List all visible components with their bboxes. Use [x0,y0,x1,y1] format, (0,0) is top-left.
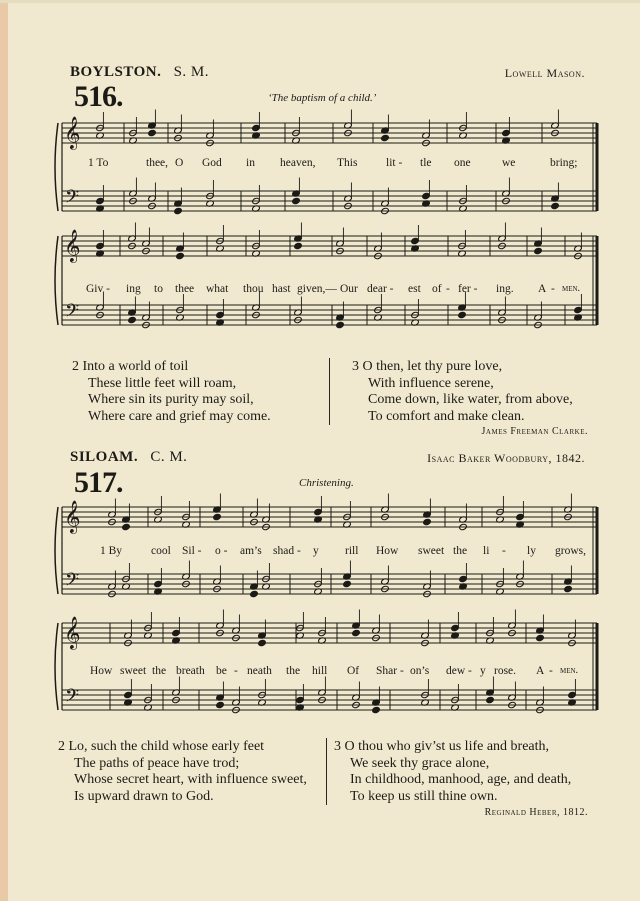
lyric-syllable: est [408,283,421,295]
brace [55,236,58,325]
brace [55,507,58,594]
verse-line: 2 Into a world of toil [72,359,189,374]
lyric-syllable: A [538,283,547,295]
verse-line: 2 Lo, such the child whose early feet [58,739,265,754]
verse-line: Whose secret heart, with influence sweet, [74,772,307,787]
lyric-syllable: - [446,283,450,295]
lyric-syllable: men. [560,665,579,676]
verse-line: Is upward drawn to God. [74,788,214,804]
lyric-syllable: - [468,665,472,677]
verse-line: In childhood, manhood, age, and death, [350,772,572,787]
lyric-syllable: rill [345,545,359,557]
meter: S. M. [173,64,210,80]
verse-line: 3 O then, let thy pure love, [352,359,503,374]
lyric-syllable: li [483,545,490,557]
lyric-syllable: - [400,665,404,677]
lyric-syllable: lit - [386,157,403,169]
treble-notehead [176,252,185,259]
bass-notehead [551,202,560,209]
treble-notehead [534,247,543,254]
treble-notehead [352,629,361,636]
verse-line: Come down, like water, from above, [368,392,573,407]
lyric-syllable: 1 To [88,157,109,169]
bass-notehead [336,321,345,328]
lyric-syllable: thee [175,283,195,295]
verse-line: To keep us still thine own. [350,788,498,804]
treble-notehead [148,129,157,136]
bass-notehead [564,585,573,592]
lyric-syllable: rose. [494,665,517,677]
lyric-syllable: y [313,545,319,557]
lyric-syllable: ing [126,283,141,295]
verse-line: With influence serene, [368,375,494,391]
lyric-syllable: - [234,665,238,677]
hymn-517-occasion: Christening. [299,477,354,489]
lyric-syllable: the [453,545,468,557]
verse-line: We seek thy grace alone, [350,755,490,771]
hymn-517-verse-3 [334,739,571,805]
lyric-syllable: to [154,283,163,295]
verse-line: These little feet will roam, [88,375,237,391]
brace [55,123,58,211]
hymn-517-composer: Isaac Baker Woodbury, 1842. [427,451,585,465]
lyric-syllable: ing. [496,283,514,295]
hymn-516-author: James Freeman Clarke. [481,426,588,437]
hymn-517-title [70,449,187,466]
lyric-syllable: God [202,157,222,169]
lyric-syllable: thee, [146,157,169,169]
lyric-syllable: hast [272,283,291,295]
lyric-syllable: am’s [240,545,262,557]
bass-notehead [216,701,225,708]
lyric-syllable: what [206,283,229,295]
lyric-syllable: given,— [297,283,337,295]
hymn-516-occasion: ‘The baptism of a child.’ [268,92,377,104]
hymn-517-verse-2 [58,739,307,805]
lyric-syllable: fer - [458,283,478,295]
treble-notehead [536,634,545,641]
verse-line: Where sin its purity may soil, [88,392,254,407]
bass-notehead [250,590,259,597]
lyric-syllable: in [246,157,255,169]
verse-line: 3 O thou who giv’st us life and breath, [334,739,550,754]
bass-notehead [372,706,381,713]
bass-notehead [343,580,352,587]
lyric-syllable: heaven, [280,157,316,169]
treble-clef-icon: 𝄞 [64,116,81,149]
lyric-syllable: How [90,665,113,677]
lyric-syllable: This [337,157,358,169]
lyric-syllable: on’s [410,665,430,677]
tune-name: SILOAM. [70,449,139,465]
lyric-syllable: y [480,665,486,677]
lyric-syllable: dew [446,665,466,677]
lyric-syllable: be [216,665,227,677]
lyric-syllable: sweet [120,665,147,677]
hymn-517-number: 517. [74,466,123,499]
verse-line: To comfort and make clean. [368,408,525,424]
treble-notehead [122,523,131,530]
treble-clef-icon: 𝄞 [64,229,81,262]
lyric-syllable: one [454,157,471,169]
bass-notehead [174,207,183,214]
lyric-syllable: Of [347,665,360,677]
lyric-syllable: thou [243,283,264,295]
hymn-516-composer: Lowell Mason. [504,66,585,80]
lyric-syllable: Our [340,283,358,295]
hymn-516-title [70,64,209,81]
lyric-syllable: breath [176,665,205,677]
verse-divider [329,358,330,425]
treble-notehead [381,134,390,141]
lyric-syllable: A [536,665,545,677]
lyric-syllable: of [432,283,442,295]
lyric-syllable: dear - [367,283,394,295]
hymn-516-verse-2 [72,359,271,425]
lyric-syllable: the [152,665,167,677]
lyric-syllable: bring; [550,157,578,169]
bass-notehead [128,316,137,323]
lyric-syllable: - [551,283,555,295]
lyric-syllable: O [175,157,184,169]
lyric-syllable: neath [247,665,272,677]
verse-line: The paths of peace have trod; [74,755,240,771]
lyric-syllable: Shar [376,665,398,677]
bass-notehead [486,696,495,703]
lyric-syllable: How [376,545,399,557]
treble-notehead [258,639,267,646]
lyric-syllable: hill [312,665,328,677]
lyric-syllable: ly [527,545,536,557]
treble-notehead [423,518,432,525]
meter: C. M. [150,449,188,465]
bass-clef-icon: 𝄢 [65,301,80,326]
lyric-syllable: Giv - [86,283,110,295]
lyric-syllable: tle [420,157,432,169]
verse-line: Where care and grief may come. [88,408,271,424]
lyric-syllable: cool [151,545,171,557]
hymn-516-number: 516. [74,80,123,113]
lyric-syllable: we [502,157,516,169]
verse-divider [326,738,327,805]
tune-name: BOYLSTON. [70,64,162,80]
lyric-syllable: men. [562,283,581,294]
treble-notehead [294,242,303,249]
lyric-syllable: - [502,545,506,557]
lyric-syllable: Sil - [182,545,202,557]
bass-clef-icon: 𝄢 [65,187,80,212]
bass-notehead [458,311,467,318]
bass-clef-icon: 𝄢 [65,686,80,711]
lyric-syllable: o - [215,545,228,557]
lyric-syllable: shad - [273,545,301,557]
lyric-syllable: the [286,665,301,677]
treble-notehead [213,513,222,520]
lyric-syllable: 1 By [100,545,123,557]
bass-notehead [292,197,301,204]
treble-clef-icon: 𝄞 [64,616,81,649]
hymn-517-author: Reginald Heber, 1812. [484,807,588,818]
lyric-syllable: - [549,665,553,677]
bass-clef-icon: 𝄢 [65,570,80,595]
hymn-516-verse-3 [352,359,573,425]
treble-clef-icon: 𝄞 [64,500,81,533]
lyric-syllable: grows, [555,545,586,557]
brace [55,623,58,710]
lyric-syllable: sweet [418,545,445,557]
